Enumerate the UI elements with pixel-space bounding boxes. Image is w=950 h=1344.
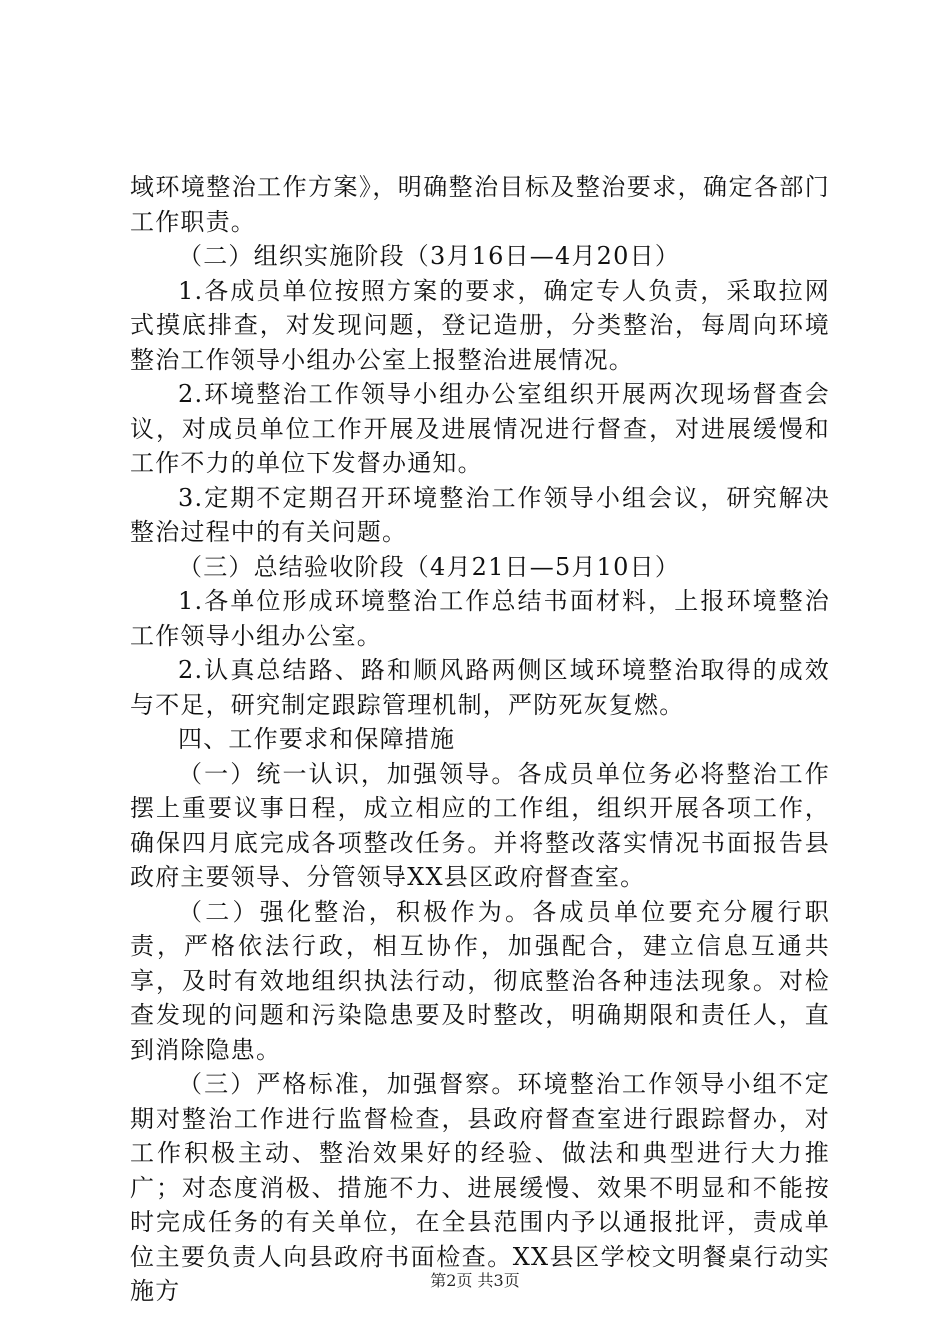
section-heading-organize: （二）组织实施阶段（3月16日—4月20日） (178, 242, 681, 270)
document-body (130, 170, 830, 1309)
paragraph-9: （一）统一认识，加强领导。各成员单位务必将整治工作摆上重要议事日程，成立相应的工作组，组织开展各项工作，确保四月底完成各项整改任务。并将整改落实情况书面报告县政府主要领导、分管领导XX县区政府督查室。 (130, 759, 830, 891)
paragraph-0: 域环境整治工作方案》，明确整治目标及整治要求，确定各部门工作职责。 (130, 173, 830, 236)
section-heading-requirements: 四、工作要求和保障措施 (178, 725, 456, 753)
page-footer: 第2页 共3页 (430, 1271, 520, 1290)
paragraph-10: （二）强化整治，积极作为。各成员单位要充分履行职责，严格依法行政，相互协作，加强配合，建立信息互通共享，及时有效地组织执法行动，彻底整治各种违法现象。对检查发现的问题和污染隐患要及时整改，明确期限和责任人，直到消除隐患。 (130, 897, 830, 1064)
paragraph-11: （三）严格标准，加强督察。环境整治工作领导小组不定期对整治工作进行监督检查，县政府督查室进行跟踪督办，对工作积极主动、整治效果好的经验、做法和典型进行大力推广；对态度消极、措施不力、进展缓慢、效果不明显和不能按时完成任务的有关单位，在全县范围内予以通报批评，责成单位主要负责人向县政府书面检查。XX县区学校文明餐桌行动实施方 (130, 1070, 830, 1305)
paragraph-2: 1.各成员单位按照方案的要求，确定专人负责，采取拉网式摸底排查，对发现问题，登记造册，分类整治，每周向环境整治工作领导小组办公室上报整治进展情况。 (130, 276, 830, 374)
paragraph-7: 2.认真总结路、路和顺风路两侧区域环境整治取得的成效与不足，研究制定跟踪管理机制，严防死灰复燃。 (130, 656, 830, 719)
paragraph-4: 3.定期不定期召开环境整治工作领导小组会议，研究解决整治过程中的有关问题。 (130, 483, 830, 546)
paragraph-6: 1.各单位形成环境整治工作总结书面材料，上报环境整治工作领导小组办公室。 (130, 587, 830, 650)
section-heading-summary: （三）总结验收阶段（4月21日—5月10日） (178, 552, 681, 581)
paragraph-3: 2.环境整治工作领导小组办公室组织开展两次现场督查会议，对成员单位工作开展及进展情况进行督查，对进展缓慢和工作不力的单位下发督办通知。 (130, 380, 830, 477)
